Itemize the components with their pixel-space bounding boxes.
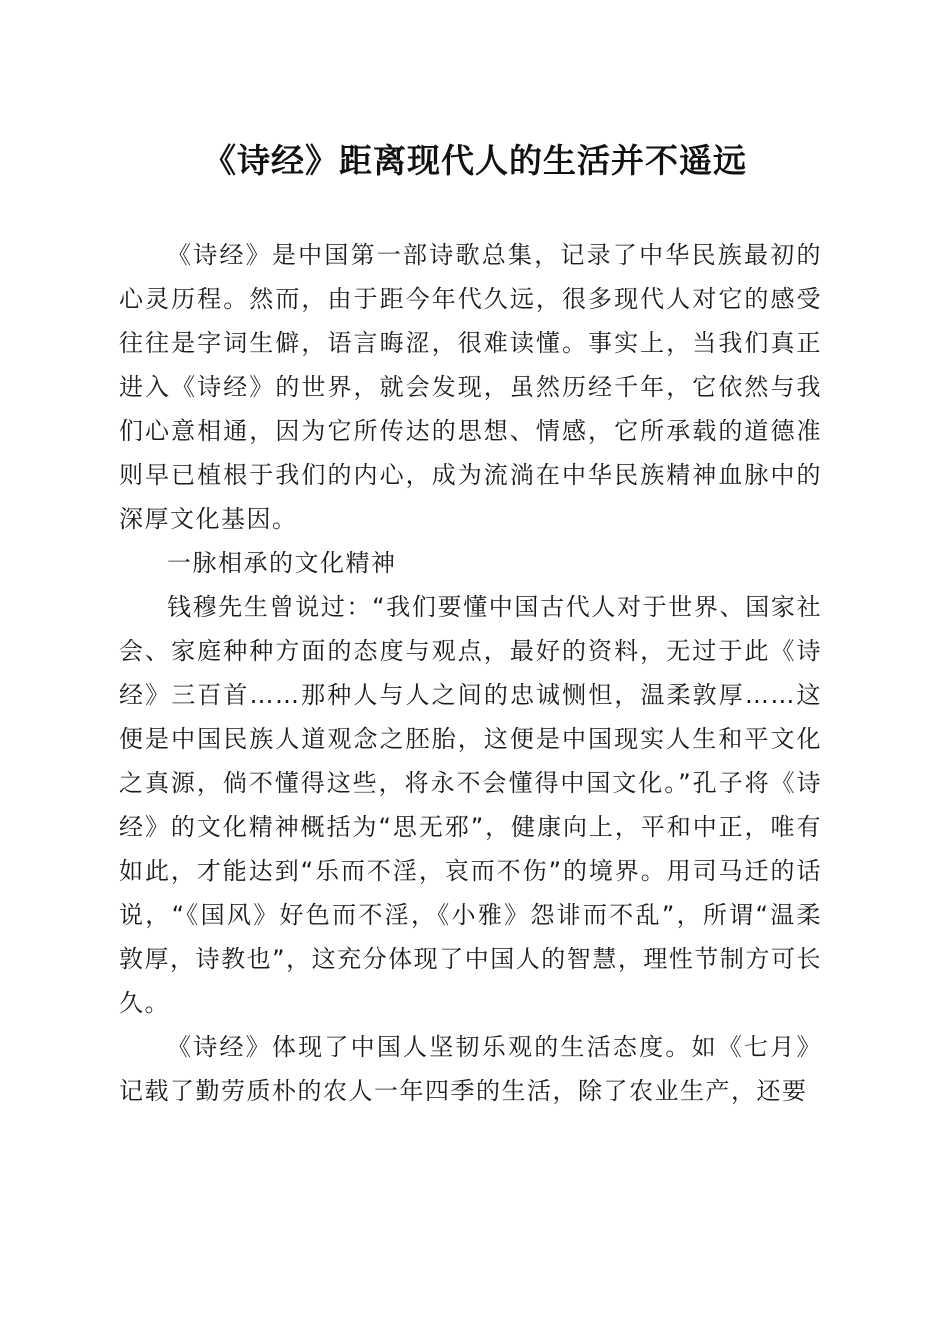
document-body xyxy=(119,233,822,1113)
paragraph-qian-mu-quote: 钱穆先生曾说过：“我们要懂中国古代人对于世界、国家社会、家庭种种方面的态度与观点，最好的资料，无过于此《诗经》三百首……那种人与人之间的忠诚恻怛，温柔敦厚……这便是中国民族人道观念之胚胎，这便是中国现实人生和平文化之真源，倘不懂得这些，将永不会懂得中国文化。”孔子将《诗经》的文化精神概括为“思无邪”，健康向上，平和中正，唯有如此，才能达到“乐而不淫，哀而不伤”的境界。用司马迁的话说，“《国风》好色而不淫，《小雅》怨诽而不乱”，所谓“温柔敦厚，诗教也”，这充分体现了中国人的智慧，理性节制方可长久。 xyxy=(119,593,822,1017)
paragraph-life-attitude: 《诗经》体现了中国人坚韧乐观的生活态度。如《七月》记载了勤劳质朴的农人一年四季的生活，除了农业生产，还要 xyxy=(119,1033,822,1105)
paragraph-intro: 《诗经》是中国第一部诗歌总集，记录了中华民族最初的心灵历程。然而，由于距今年代久远，很多现代人对它的感受往往是字词生僻，语言晦涩，很难读懂。事实上，当我们真正进入《诗经》的世界，就会发现，虽然历经千年，它依然与我们心意相通，因为它所传达的思想、情感，它所承载的道德准则早已植根于我们的内心，成为流淌在中华民族精神血脉中的深厚文化基因。 xyxy=(119,241,822,533)
section-heading: 一脉相承的文化精神 xyxy=(167,549,397,577)
document-title: 《诗经》距离现代人的生活并不遥远 xyxy=(203,141,747,180)
